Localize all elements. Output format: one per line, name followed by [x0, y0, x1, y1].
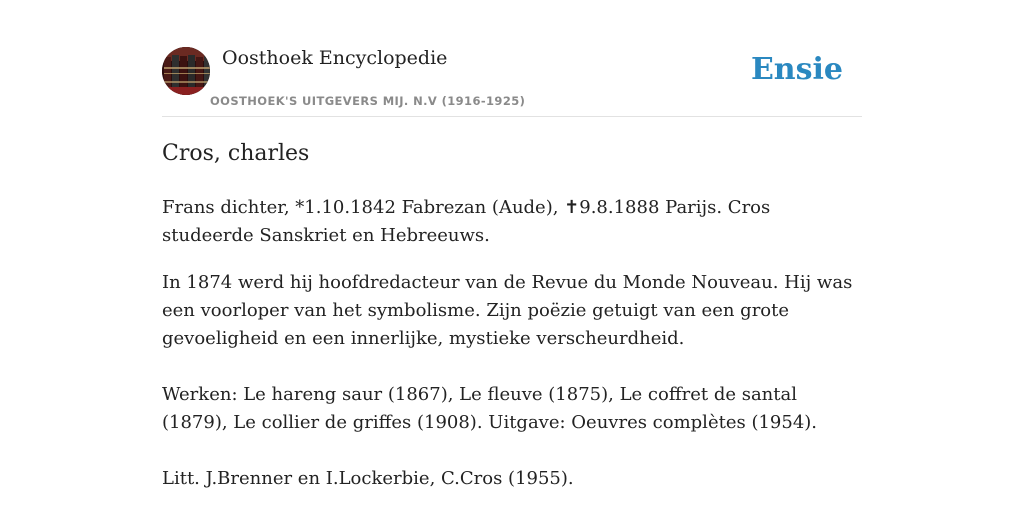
entry-paragraph: Frans dichter, *1.10.1842 Fabrezan (Aude), ✝9.8.1888 Parijs. Cros studeerde Sanskriet en Hebreeuws.: [162, 197, 771, 246]
entry-paragraph: Litt. J.Brenner en I.Lockerbie, C.Cros (1955).: [162, 468, 574, 489]
book-spines-icon: [162, 47, 210, 95]
source-header: [162, 0, 862, 117]
entry-content: [162, 136, 862, 512]
source-title[interactable]: Oosthoek Encyclopedie: [222, 47, 448, 69]
brand-logo[interactable]: Ensie: [750, 52, 843, 87]
source-subtitle: OOSTHOEK'S UITGEVERS MIJ. N.V (1916-1925): [210, 94, 526, 108]
source-avatar[interactable]: [162, 47, 210, 95]
entry-title: Cros, charles: [162, 141, 310, 166]
entry-paragraph: Werken: Le hareng saur (1867), Le fleuve (1875), Le coffret de santal (1879), Le collier de griffes (1908). Uitgave: Oeuvres complètes (1954).: [162, 384, 818, 433]
entry-paragraph: In 1874 werd hij hoofdredacteur van de Revue du Monde Nouveau. Hij was een voorloper van het symbolisme. Zijn poëzie getuigt van een grote gevoeligheid en een innerlijke, mystieke verscheurdheid.: [162, 272, 853, 349]
